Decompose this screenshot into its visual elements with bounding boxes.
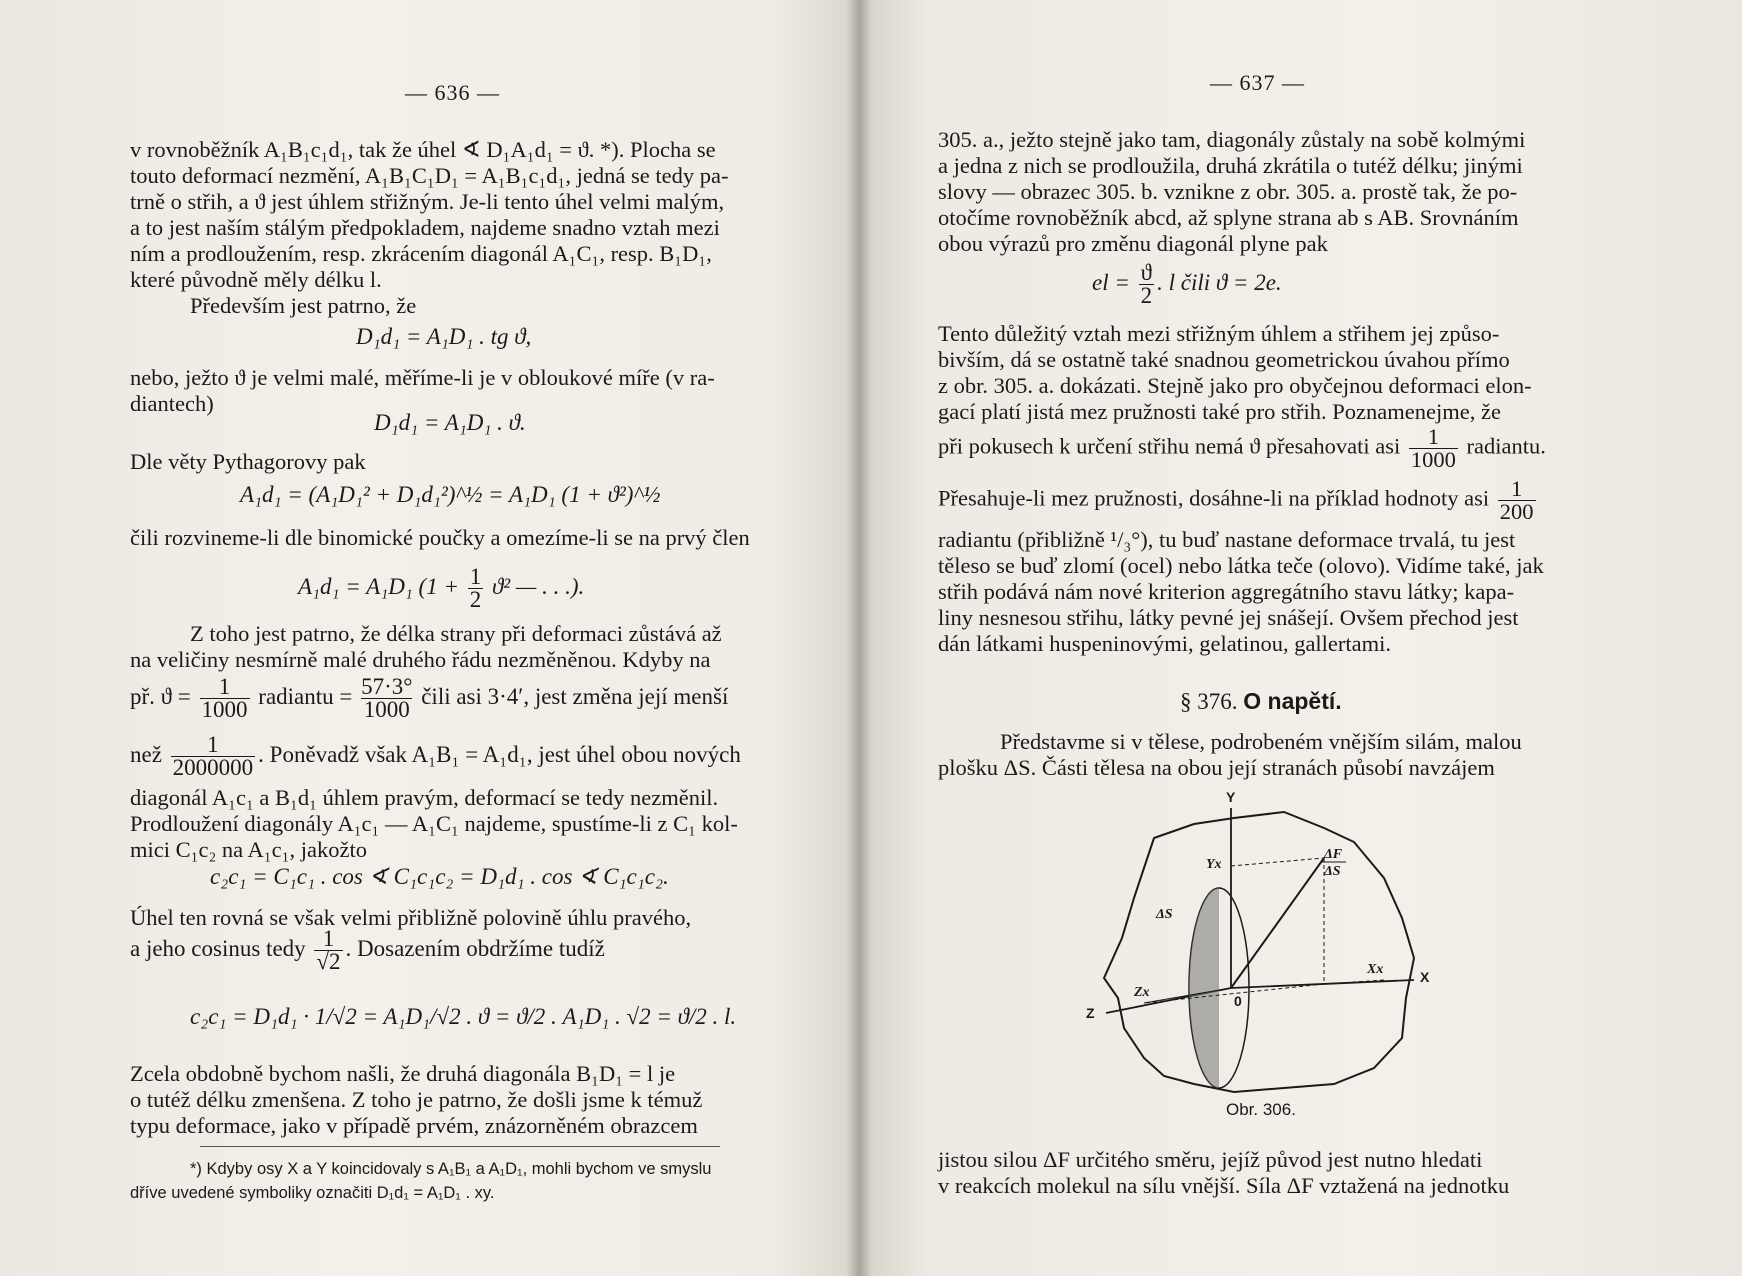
text-line: Tento důležitý vztah mezi střižným úhlem a střihem jej způso- — [938, 321, 1500, 346]
text-line: Představme si v tělese, podrobeném vnějším silám, malou — [1000, 729, 1522, 754]
text-line: obou výrazů pro změnu diagonál plyne pak — [938, 231, 1328, 256]
label-origin: 0 — [1234, 993, 1242, 1009]
equation-example-mid: radiantu = — [252, 683, 359, 709]
section-title: O napětí. — [1243, 688, 1342, 714]
label-x: X — [1420, 969, 1430, 985]
label-y: Y — [1226, 789, 1236, 805]
fraction-theta-2 — [1139, 262, 1155, 307]
text-line: touto deformací nezmění, A₁B₁C₁D₁ = A₁B₁c₁d₁, jedná se tedy pa- — [130, 163, 729, 188]
text-line: ním a prodloužením, resp. zkrácením diagonál A₁C₁, resp. B₁D₁, — [130, 241, 712, 266]
denominator: 200 — [1499, 499, 1534, 524]
equation-el-lhs: el = — [1092, 269, 1136, 295]
equation-example-pre: př. ϑ = — [130, 683, 197, 709]
text-line: 305. a., ježto stejně jako tam, diagonály zůstaly na sobě kolmými — [938, 127, 1526, 152]
equation-nez-post: . Poněvadž však A₁B₁ = A₁d₁, jest úhel obou nových — [258, 741, 741, 767]
text-line: z obr. 305. a. dokázati. Stejně jako pro obyčejnou deformaci elon- — [938, 373, 1532, 398]
limit-line-pre: při pokusech k určení střihu nemá ϑ přesahovati asi — [938, 433, 1406, 459]
equation-binomial-rhs: ϑ² — . . .). — [486, 573, 585, 599]
denominator: √2 — [316, 949, 341, 974]
label-delta-s-denominator: ΔS — [1324, 864, 1341, 879]
text-line: typu deformace, jako v případě prvém, znázorněném obrazcem — [130, 1113, 698, 1138]
equation-el-rhs: . l čili ϑ = 2e. — [1157, 269, 1282, 295]
text-line: trně o střih, a ϑ jest úhlem střižným. Je-li tento úhel velmi malým, — [130, 189, 725, 214]
text-line: a to jest naším stálým předpokladem, najdeme snadno vztah mezi — [130, 215, 720, 240]
text-line: gací platí jistá mez pružnosti také pro střih. Poznamenejme, že — [938, 399, 1501, 424]
limit-line-post: radiantu. — [1460, 433, 1546, 459]
text-line: v rovnoběžník A₁B₁c₁d₁, tak že úhel ∢ D₁A₁d₁ = ϑ. *). Plocha se — [130, 137, 716, 162]
text-line: mici C₁c₂ na A₁c₁, jakožto — [130, 837, 367, 862]
fraction-1-200 — [1498, 478, 1536, 523]
denominator: 2000000 — [172, 755, 254, 780]
text-line: slovy — obrazec 305. b. vznikne z obr. 305. a. prostě tak, že po- — [938, 179, 1518, 204]
denominator: 2 — [469, 587, 482, 612]
equation-cosinus — [130, 928, 605, 973]
limit-line — [938, 426, 1546, 471]
text-line: bivším, dá se ostatně také snadnou geometrickou úvahou přímo — [938, 347, 1510, 372]
text-line: Dle věty Pythagorovy pak — [130, 449, 366, 474]
label-xx: Xx — [1367, 962, 1384, 977]
text-line: Především jest patrno, že — [190, 293, 417, 318]
text-line: otočíme rovnoběžník abcd, až splyne strana ab s AB. Srovnáním — [938, 205, 1519, 230]
footnote-line: dříve uvedené symboliky označiti D₁d₁ = A₁D₁ . xy. — [130, 1184, 495, 1202]
equation-tg: D₁d₁ = A₁D₁ . tg ϑ, — [356, 324, 532, 349]
text-line: o tutéž délku zmenšena. Z toho je patrno, že došli jsme k témuž — [130, 1087, 703, 1112]
label-yx: Yx — [1206, 857, 1222, 872]
fraction-57-1000 — [361, 676, 412, 721]
text-line: plošku ΔS. Části tělesa na obou její stranách působí navzájem — [938, 755, 1495, 780]
book-gutter — [846, 0, 872, 1276]
numerator: 1 — [469, 564, 482, 589]
text-line: Z toho jest patrno, že délka strany při deformaci zůstává až — [190, 621, 722, 646]
page-number: — 636 — — [405, 80, 500, 105]
equation-el — [1092, 262, 1282, 307]
exceed-line-pre: Přesahuje-li mez pružnosti, dosáhne-li na příklad hodnoty asi — [938, 485, 1495, 511]
fraction-1-sqrt2 — [314, 928, 342, 973]
label-z: Z — [1086, 1005, 1095, 1021]
figure-306 — [1084, 788, 1444, 1108]
numerator: 1 — [322, 926, 335, 951]
equation-nez — [130, 734, 741, 779]
left-page — [0, 0, 860, 1276]
label-delta-s: ΔS — [1156, 907, 1173, 922]
text-line: čili rozvineme-li dle binomické poučky a omezíme-li se na prvý člen — [130, 525, 750, 550]
equation-final: c₂c₁ = D₁d₁ · 1/√2 = A₁D₁/√2 . ϑ = ϑ/2 . A₁D₁ . √2 = ϑ/2 . l. — [190, 1004, 737, 1029]
numerator: ϑ — [1140, 260, 1153, 285]
numerator: 1 — [218, 674, 231, 699]
equation-pythagoras: A₁d₁ = (A₁D₁² + D₁d₁²)^½ = A₁D₁ (1 + ϑ²)^½ — [240, 482, 661, 507]
label-delta-f: ΔF — [1324, 847, 1343, 862]
equation-cosinus-post: . Dosazením obdržíme tudíž — [345, 935, 605, 961]
equation-cosinus-pre: a jeho cosinus tedy — [130, 935, 312, 961]
label-zx: Zx — [1134, 985, 1150, 1000]
text-line: jistou silou ΔF určitého směru, jejíž původ jest nutno hledati — [938, 1147, 1483, 1172]
text-line: liny nesnesou střihu, látky pevné jej snášejí. Ovšem přechod jest — [938, 605, 1519, 630]
text-line: a jedna z nich se prodloužila, druhá zkrátila o tutéž délku; jinými — [938, 153, 1523, 178]
denominator: 2 — [1140, 283, 1153, 308]
text-line: střih podává nám nové kriterion aggregátního stavu látky; kapa- — [938, 579, 1515, 604]
equation-binomial-lhs: A₁d₁ = A₁D₁ (1 + — [298, 573, 465, 599]
fraction-one-half — [468, 566, 484, 611]
text-line: v reakcích molekul na sílu vnější. Síla ΔF vztažená na jednotku — [938, 1173, 1510, 1198]
text-line: Zcela obdobně bychom našli, že druhá diagonála B₁D₁ = l je — [130, 1061, 676, 1086]
page-number: — 637 — — [1210, 70, 1305, 95]
denominator: 1000 — [361, 698, 412, 721]
text-line: radiantu (přibližně ¹/₃°), tu buď nastane deformace trvalá, tu jest — [938, 527, 1516, 552]
equation-cos: c₂c₁ = C₁c₁ . cos ∢ C₁c₁c₂ = D₁d₁ . cos ∢ C₁c₁c₂. — [210, 864, 669, 889]
fraction-1-1000 — [200, 676, 250, 721]
denominator: 1000 — [1410, 447, 1456, 472]
footnote-line: *) Kdyby osy X a Y koincidovaly s A₁B₁ a A₁D₁, mohli bychom ve smyslu — [190, 1160, 712, 1178]
figure-caption: Obr. 306. — [1226, 1100, 1296, 1119]
numerator: 1 — [1427, 424, 1440, 449]
text-line: těleso se buď zlomí (ocel) nebo látka teče (olovo). Vidíme také, jak — [938, 553, 1544, 578]
body-outline — [1104, 812, 1414, 1092]
fraction-1-1000 — [1409, 426, 1458, 471]
section-number: § 376. — [1180, 689, 1238, 714]
surface-shading — [1189, 888, 1219, 1088]
projection-line-y — [1231, 858, 1324, 866]
numerator: 1 — [207, 732, 219, 757]
text-line: na veličiny nesmírně malé druhého řádu nezměněnou. Kdyby na — [130, 647, 711, 672]
text-line: diantech) — [130, 391, 214, 416]
exceed-line — [938, 478, 1539, 523]
numerator: 1 — [1511, 476, 1523, 501]
equation-radian: D₁d₁ = A₁D₁ . ϑ. — [374, 410, 526, 435]
numerator: 57·3° — [361, 674, 413, 699]
text-line: dán látkami huspeninovými, gelatinou, gallertami. — [938, 631, 1392, 656]
section-heading — [1180, 688, 1342, 715]
fraction-1-2000000 — [171, 734, 256, 779]
text-line: Úhel ten rovná se však velmi přibližně polovině úhlu pravého, — [130, 905, 692, 930]
force-vector — [1231, 858, 1324, 988]
denominator: 1000 — [201, 697, 248, 722]
text-line: které původně měly délku l. — [130, 267, 382, 292]
footnote-divider — [200, 1146, 720, 1147]
equation-nez-pre: než — [130, 741, 168, 767]
text-line: diagonál A₁c₁ a B₁d₁ úhlem pravým, deformací se tedy nezměnil. — [130, 785, 719, 810]
equation-example — [130, 676, 728, 721]
equation-example-post: čili asi 3·4′, jest změna její menší — [415, 683, 729, 709]
text-line: nebo, ježto ϑ je velmi malé, měříme-li je v obloukové míře (v ra- — [130, 365, 715, 390]
text-line: Prodloužení diagonály A₁c₁ — A₁C₁ najdeme, spustíme-li z C₁ kol- — [130, 811, 738, 836]
equation-binomial — [298, 566, 584, 611]
